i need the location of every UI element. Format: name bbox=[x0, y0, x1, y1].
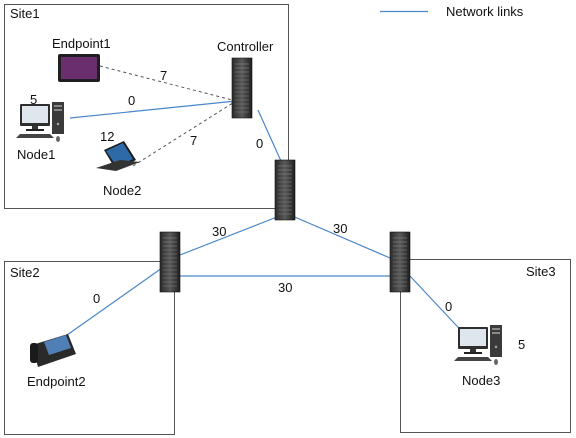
controller-label: Controller bbox=[217, 39, 274, 54]
link-left-endpoint2 bbox=[60, 268, 162, 340]
weight-controller-hub: 0 bbox=[256, 136, 264, 151]
site2-label: Site2 bbox=[10, 265, 40, 280]
node3-label: Node3 bbox=[462, 373, 501, 388]
endpoint1-label: Endpoint1 bbox=[52, 36, 111, 51]
link-node1-controller bbox=[70, 101, 236, 118]
node2-value: 12 bbox=[100, 129, 115, 144]
site1-label: Site1 bbox=[10, 6, 40, 21]
node1-desktop-icon bbox=[16, 102, 64, 142]
hub-server-icon bbox=[275, 160, 295, 220]
endpoint2-phone-icon bbox=[30, 334, 76, 367]
left-server-icon bbox=[160, 232, 180, 292]
weight-left-right: 30 bbox=[278, 280, 293, 295]
site3-label: Site3 bbox=[526, 264, 556, 279]
node1-value: 5 bbox=[30, 92, 38, 107]
link-hub-left bbox=[180, 215, 282, 255]
controller-server-icon bbox=[232, 58, 252, 118]
link-node2-controller bbox=[133, 101, 236, 166]
weight-node1-controller: 0 bbox=[128, 93, 136, 108]
weight-hub-left: 30 bbox=[212, 224, 227, 239]
weight-node2-controller: 7 bbox=[190, 133, 198, 148]
node3-desktop-icon bbox=[454, 325, 502, 365]
link-endpoint1-controller bbox=[100, 66, 236, 101]
node2-label: Node2 bbox=[103, 183, 142, 198]
legend-label: Network links bbox=[446, 4, 524, 19]
right-server-icon bbox=[390, 232, 410, 292]
weight-endpoint1-controller: 7 bbox=[160, 68, 168, 83]
node3-value: 5 bbox=[518, 337, 526, 352]
weight-right-node3: 0 bbox=[445, 299, 453, 314]
weight-hub-right: 30 bbox=[333, 221, 348, 236]
endpoint1-icon bbox=[58, 54, 100, 82]
endpoint2-label: Endpoint2 bbox=[27, 374, 86, 389]
node2-laptop-icon bbox=[96, 141, 140, 171]
node1-label: Node1 bbox=[17, 147, 56, 162]
weight-left-endpoint2: 0 bbox=[93, 291, 101, 306]
